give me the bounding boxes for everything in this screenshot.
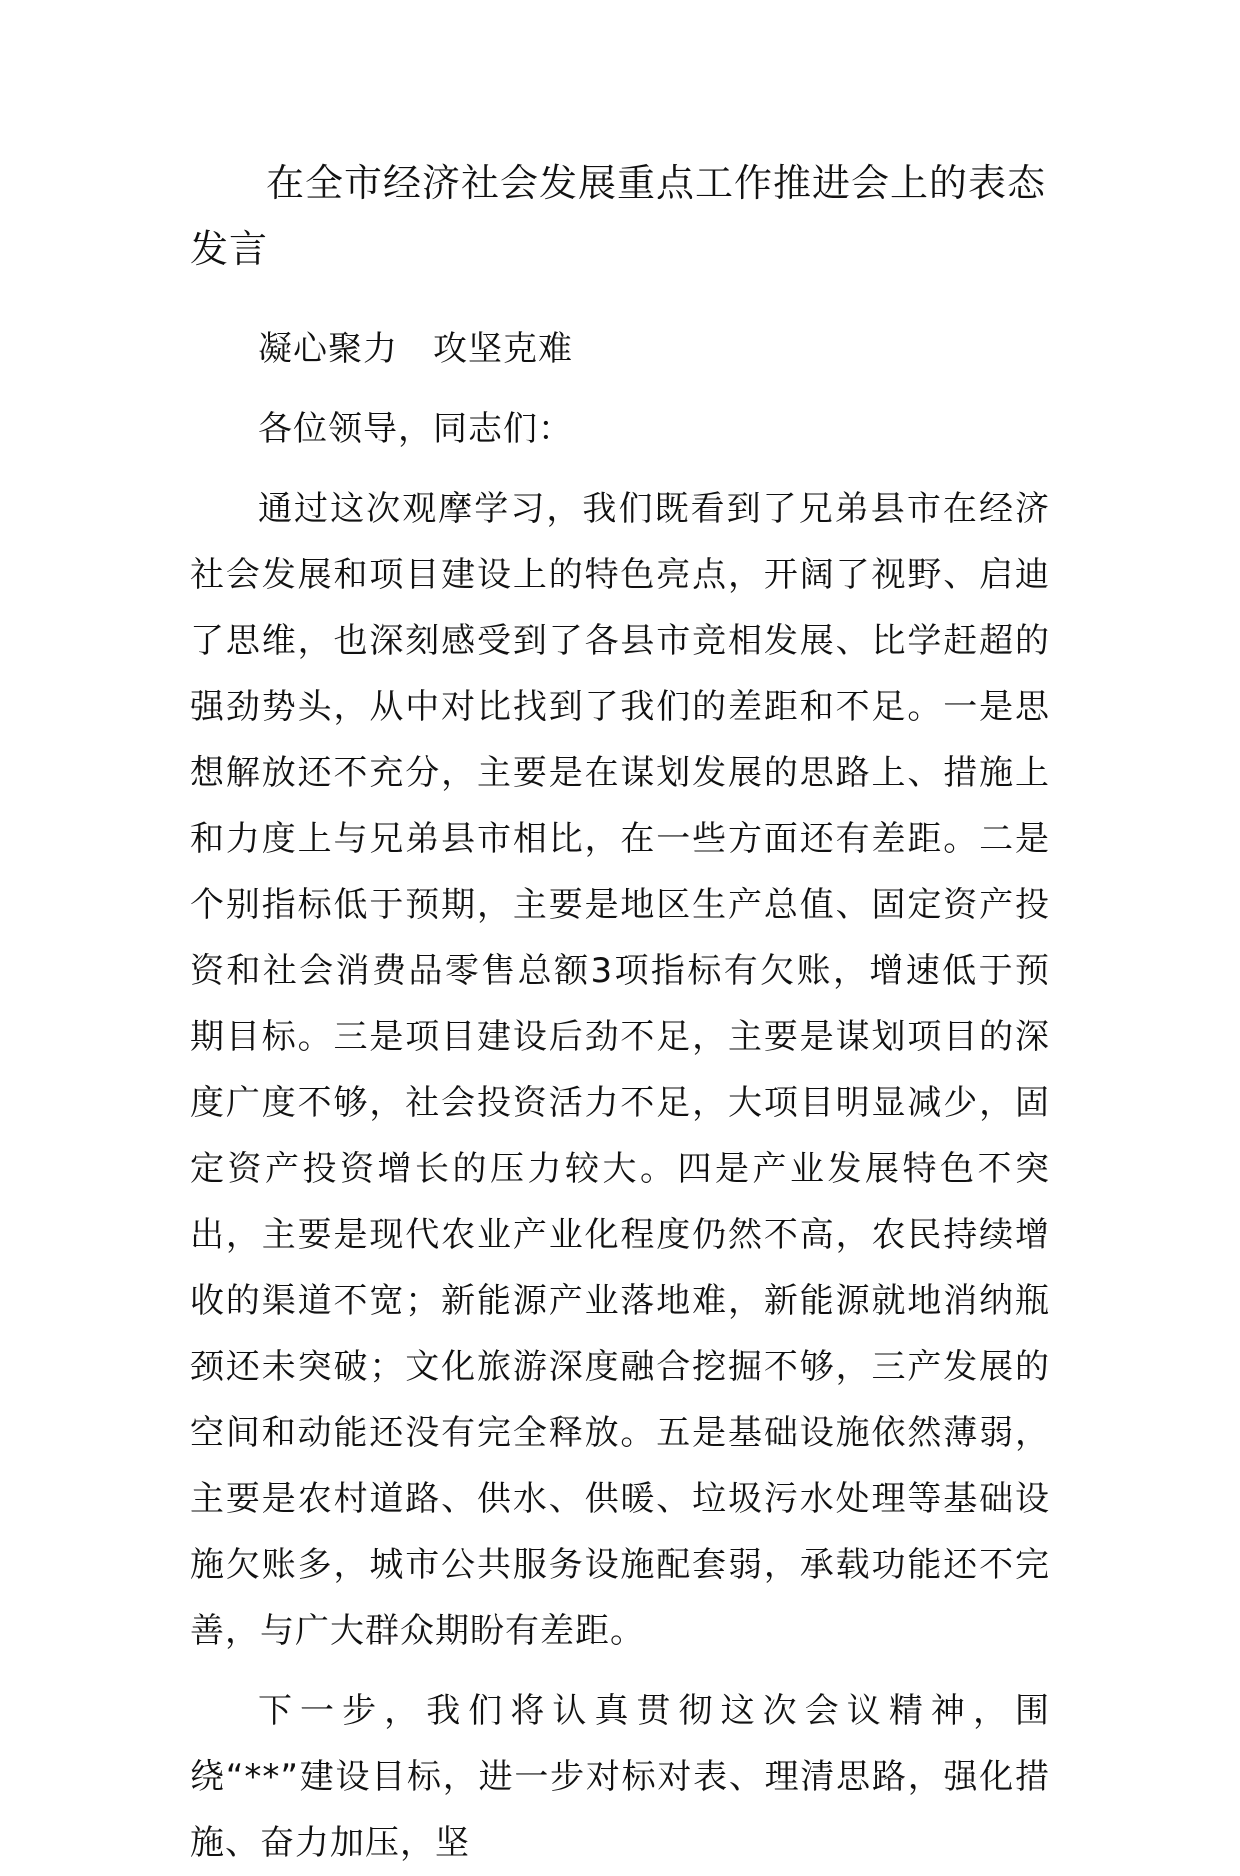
- salutation: 各位领导，同志们：: [258, 409, 573, 449]
- body-paragraph: 通过这次观摩学习，我们既看到了兄弟县市在经济社会发展和项目建设上的特色亮点，开阔了视野、启迪了思维，也深刻感受到了各县市竞相发展、比学赶超的强劲势头，从中对比找到了我们的差距和不足。一是思想解放还不充分，主要是在谋划发展的思路上、措施上和力度上与兄弟县市相比，在一些方面还有差距。二是个别指标低于预期，主要是地区生产总值、固定资产投资和社会消费品零售总额3项指标有欠账，增速低于预期目标。三是项目建设后劲不足，主要是谋划项目的深度广度不够，社会投资活力不足，大项目明显减少，固定资产投资增长的压力较大。四是产业发展特色不突出，主要是现代农业产业化程度仍然不高，农民持续增收的渠道不宽；新能源产业落地难，新能源就地消纳瓶颈还未突破；文化旅游深度融合挖掘不够，三产发展的空间和动能还没有完全释放。五是基础设施依然薄弱，主要是农村道路、供水、供暖、垃圾污水处理等基础设施欠账多，城市公共服务设施配套弱，承载功能还不完善，与广大群众期盼有差距。: [190, 489, 1050, 1651]
- document-subtitle: 凝心聚力 攻坚克难: [258, 329, 573, 369]
- document-title: 在全市经济社会发展重点工作推进会上的表态发言: [190, 161, 1047, 271]
- body-paragraph: 下一步，我们将认真贯彻这次会议精神，围绕“**”建设目标，进一步对标对表、理清思路，强化措施、奋力加压，坚: [190, 1691, 1050, 1863]
